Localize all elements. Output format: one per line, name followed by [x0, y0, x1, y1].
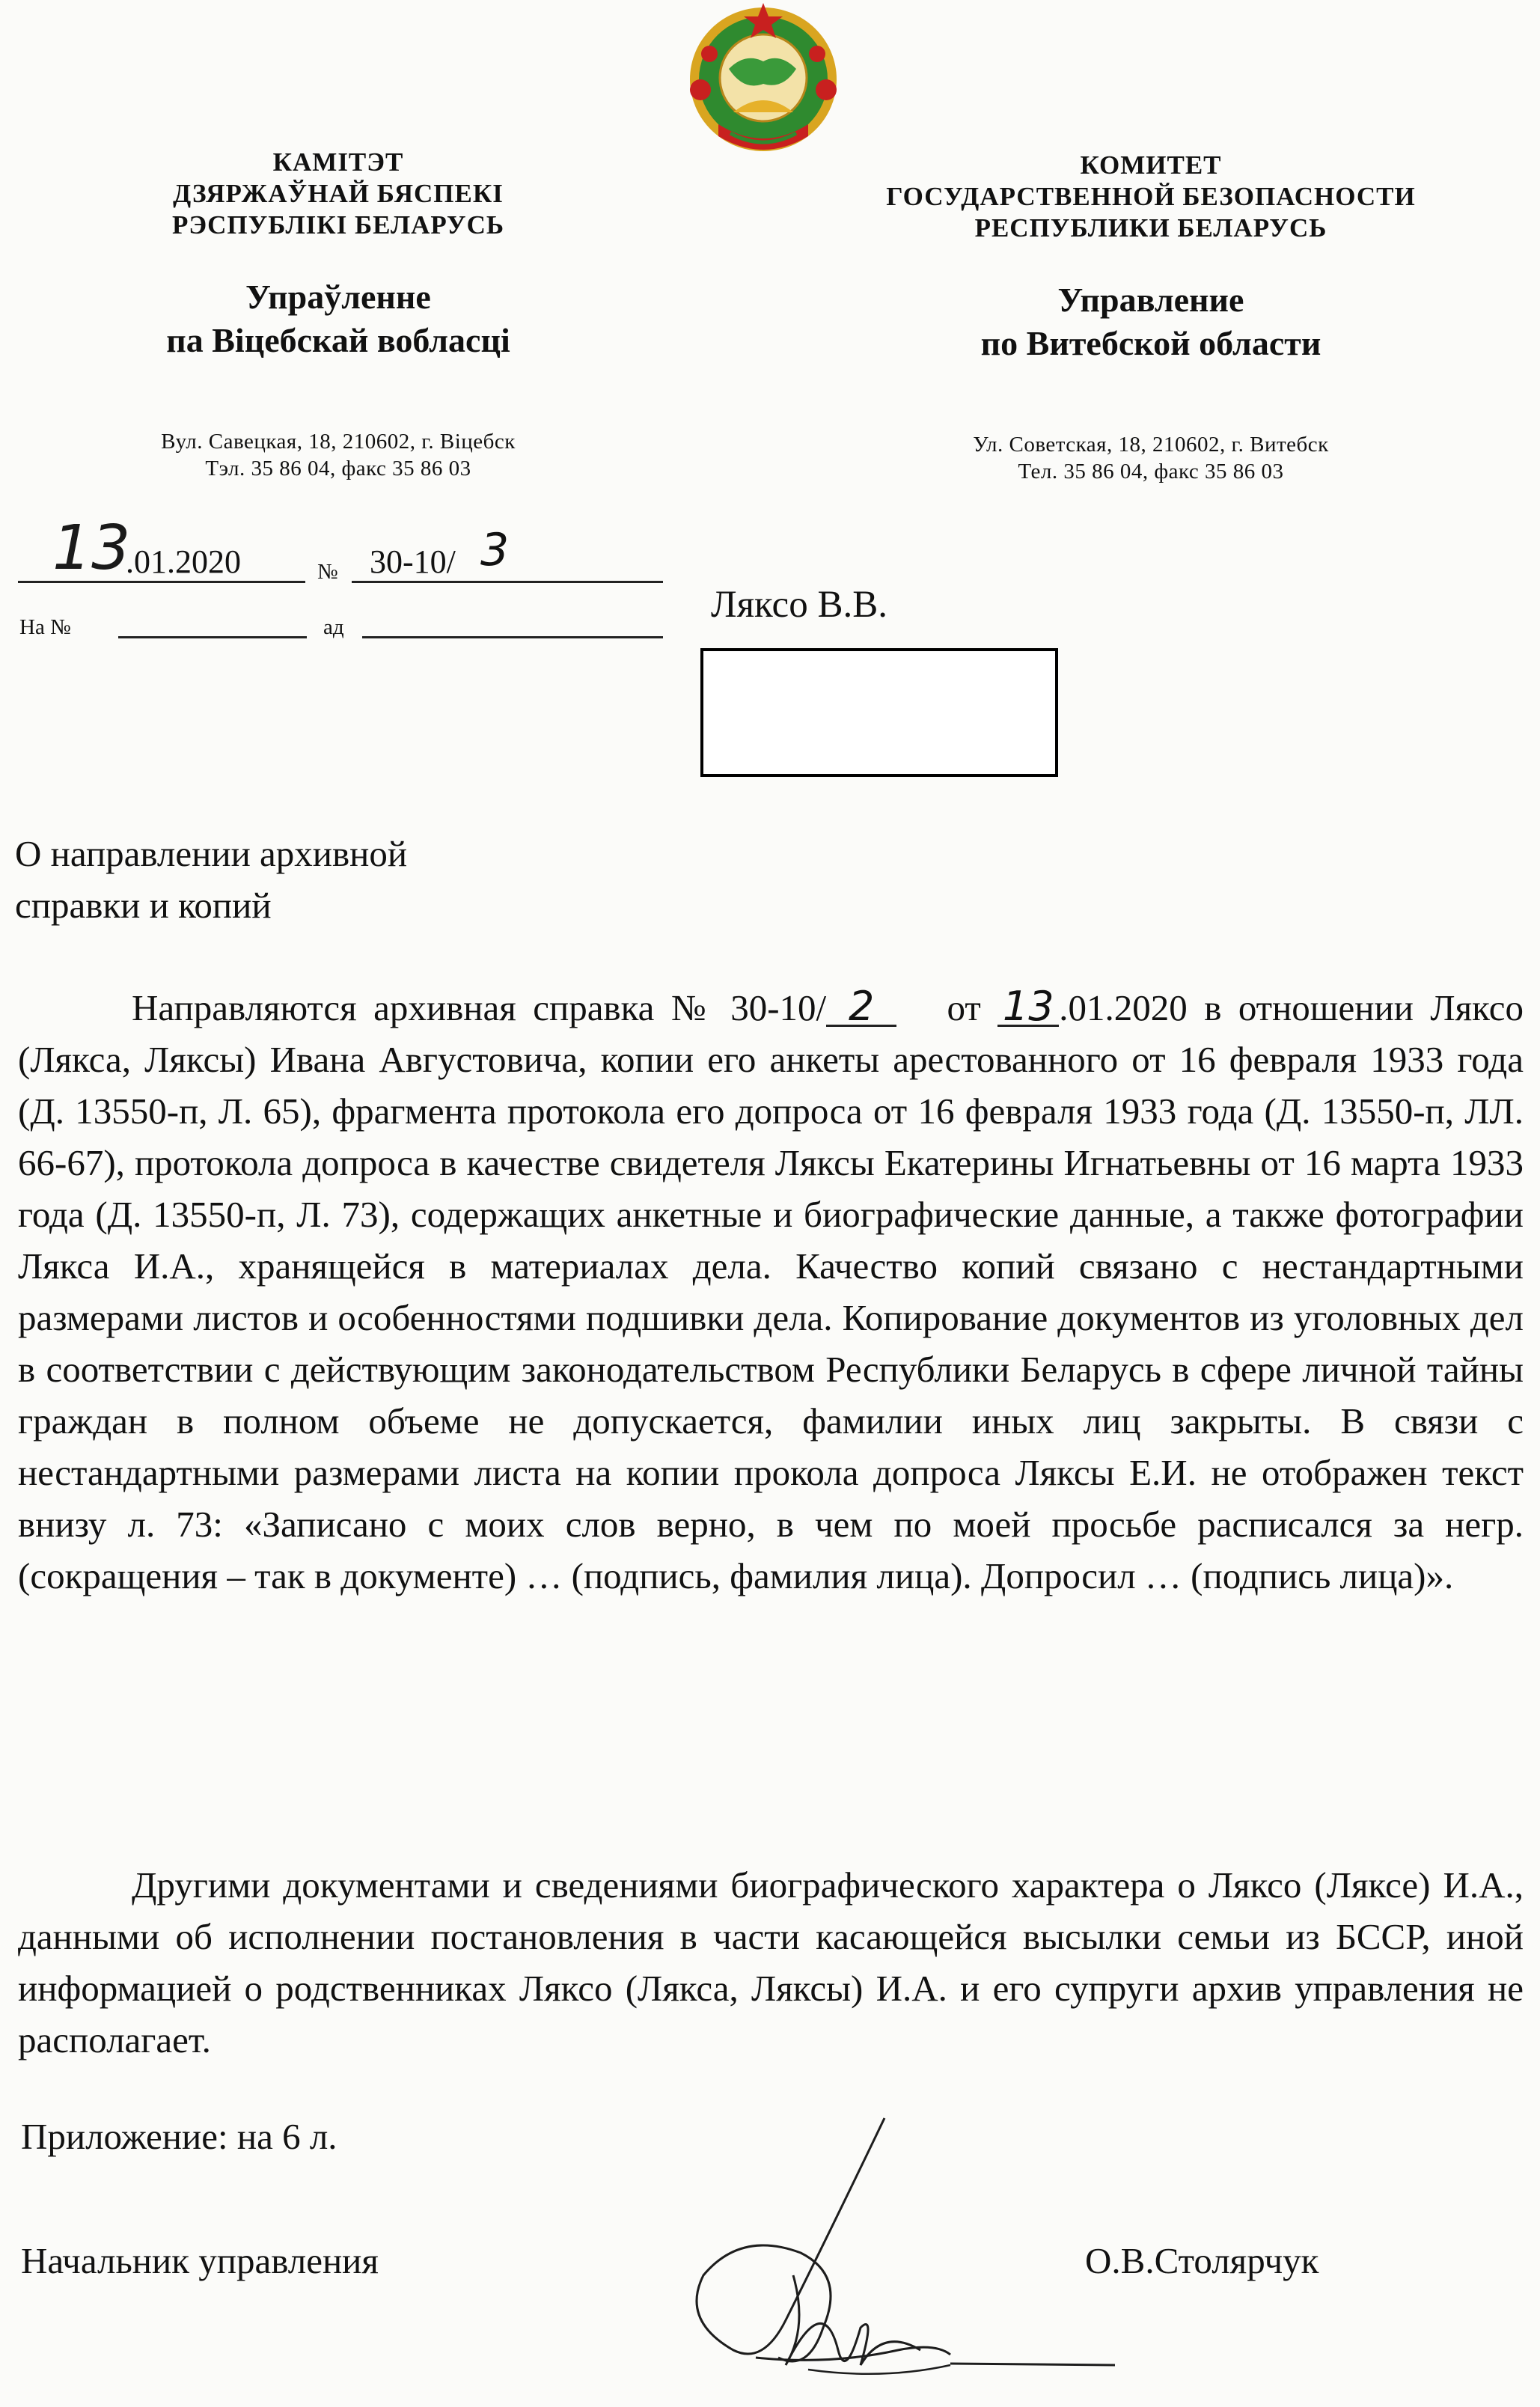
subject-line: О направлении архивной	[15, 833, 408, 874]
p1-from: от	[947, 987, 981, 1028]
body-paragraph-2	[18, 1859, 1524, 2066]
department-name	[867, 278, 1435, 365]
number-line	[352, 581, 663, 583]
department-line: по Витебской области	[980, 324, 1321, 362]
handwritten-reference-number: 2	[826, 989, 896, 1027]
letterhead-right	[867, 150, 1435, 485]
address-block	[867, 431, 1435, 485]
p1-date-rest: .01.2020 в	[1059, 987, 1222, 1028]
signatory-position: Начальник управления	[21, 2240, 379, 2281]
org-name-line: РЕСПУБЛИКИ БЕЛАРУСЬ	[974, 213, 1327, 242]
letterhead-left	[54, 147, 623, 482]
number-printed: 30-10/	[370, 543, 456, 580]
org-name-line: КОМИТЕТ	[1080, 150, 1222, 180]
department-line: Управление	[1057, 281, 1244, 319]
phones: Тел. 35 86 04, факс 35 86 03	[1018, 460, 1284, 483]
org-name-line: КАМІТЭТ	[272, 147, 404, 177]
signature	[636, 2103, 1115, 2403]
reference-date-line	[362, 636, 663, 638]
address: Вул. Савецкая, 18, 210602, г. Віцебск	[161, 430, 516, 454]
body-paragraph-1	[18, 982, 1524, 1602]
subject	[15, 828, 407, 931]
recipient-name: Ляксо В.В.	[711, 584, 887, 626]
p1-lead: Направляются архивная справка № 30-10/	[132, 987, 827, 1028]
signatory-name: О.В.Столярчук	[1085, 2240, 1319, 2281]
address: Ул. Советская, 18, 210602, г. Витебск	[973, 433, 1329, 457]
reference-number-line	[118, 636, 307, 638]
reference-from-label: ад	[323, 615, 344, 639]
phones: Тэл. 35 86 04, факс 35 86 03	[205, 457, 471, 481]
subject-line: справки и копий	[15, 885, 272, 926]
handwritten-day: 13	[52, 513, 131, 584]
attachment-note: Приложение: на 6 л.	[21, 2116, 337, 2157]
handwritten-signature-icon	[636, 2103, 1115, 2403]
handwritten-day-in-text: 13	[997, 989, 1059, 1027]
coat-of-arms-emblem	[670, 0, 856, 154]
reference-label: На №	[19, 615, 71, 639]
department-line: па Віцебскай вобласці	[166, 321, 510, 359]
address-block	[54, 428, 623, 482]
handwritten-number: 3	[480, 524, 510, 576]
org-name-line: РЭСПУБЛІКІ БЕЛАРУСЬ	[171, 210, 504, 240]
coat-of-arms-belarus-icon	[670, 0, 856, 154]
department-line: Упраўленне	[245, 278, 431, 316]
p1-rest: отношении Ляксо (Лякса, Ляксы) Ивана Августовича, копии его анкеты арестованного от 16 февраля 1933 года (Д. 13550-п, Л. 65), фрагмента протокола его допроса от 16 февраля 1933 года (Д. 13550-п, ЛЛ. 66-67), протокола допроса в качестве свидетеля Ляксы Екатерины Игнатьевны от 16 марта 1933 года (Д. 13550-п, Л. 73), содержащих анкетные и биографические данные, а также фотографии Лякса И.А., хранящейся в материалах дела. Качество копий связано с нестандартными размерами листов и особенностями подшивки дела. Копирование документов из уголовных дел в соответствии с действующим законодательством Республики Беларусь в сфере личной тайны граждан в полном объеме не допускается, фамилии иных лиц закрыты. В связи с нестандартными размерами листа на копии прокола допроса Ляксы Е.И. не отображен текст внизу л. 73: «Записано с моих слов верно, в чем по моей просьбе расписался за негр. (сокращения – так в документе) … (подпись, фамилия лица). Допросил … (подпись лица)».	[18, 987, 1524, 1596]
number-label: №	[317, 560, 338, 584]
org-name-line: ДЗЯРЖАЎНАЙ БЯСПЕКІ	[173, 179, 504, 208]
date-printed: .01.2020	[126, 543, 241, 580]
p2-text: Другими документами и сведениями биографического характера о Ляксо (Ляксе) И.А., данными об исполнении постановления в части касающейся высылки семьи из БССР, иной информацией о родственниках Ляксо (Лякса, Ляксы) И.А. и его супруги архив управления не располагает.	[18, 1864, 1524, 2060]
redacted-address-box	[700, 648, 1058, 777]
date-line	[18, 581, 305, 583]
department-name	[54, 275, 623, 362]
org-name-line: ГОСУДАРСТВЕННОЙ БЕЗОПАСНОСТИ	[886, 182, 1416, 211]
